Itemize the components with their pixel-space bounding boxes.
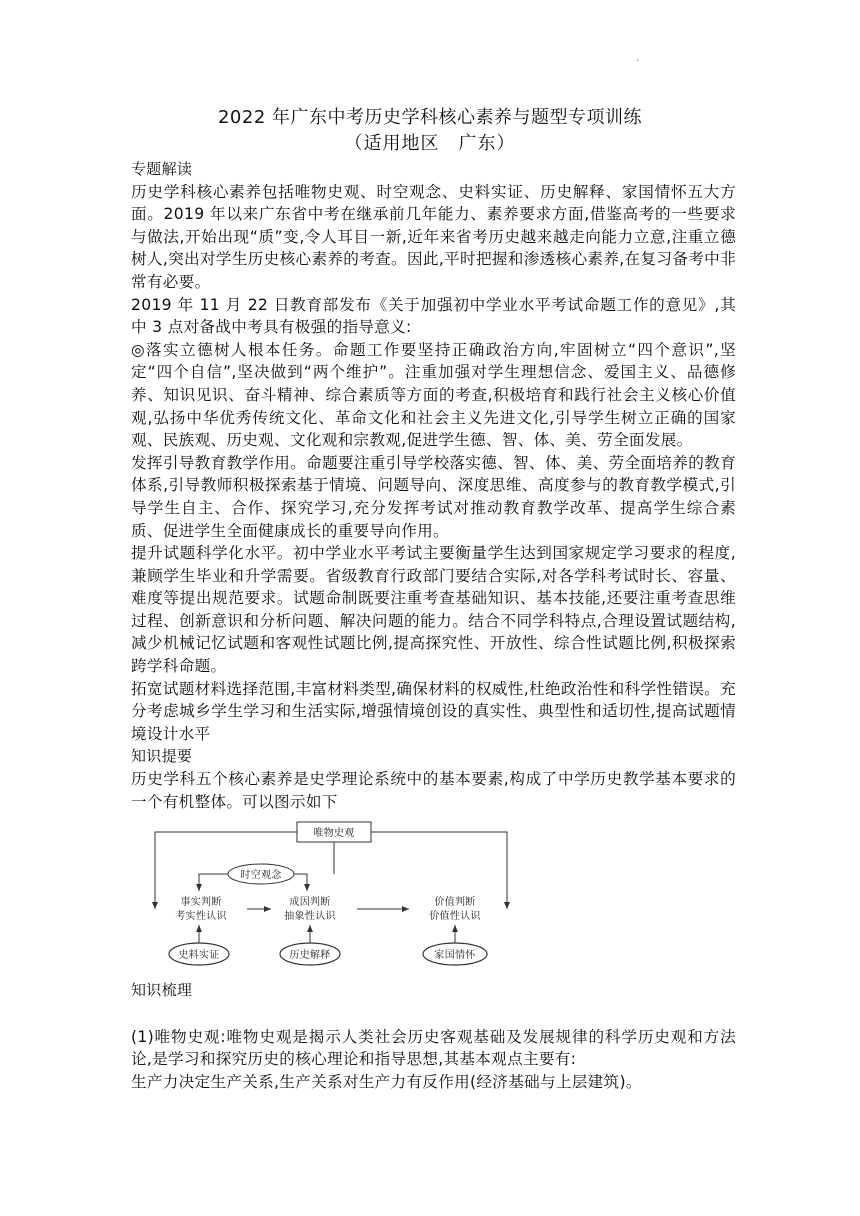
blank-gap: [131, 1002, 736, 1026]
fact-cognition-label: 考实性认识: [175, 911, 227, 923]
time-left-arrow: [199, 874, 228, 891]
time-right-arrow: [294, 874, 307, 891]
cause-judgement-label: 成因判断: [289, 897, 331, 909]
patriotism-label: 家国情怀: [434, 950, 476, 962]
page-mark: ·: [636, 56, 640, 67]
intro-paragraph-2: 2019 年 11 月 22 日教育部发布《关于加强初中学业水平考试命题工作的意见》,其中 3 点对备战中考具有极强的指导意义:: [131, 295, 736, 337]
knowledge-heading: 知识提要: [131, 747, 193, 766]
cause-cognition-label: 抽象性认识: [284, 911, 336, 923]
interpretation-label: 历史解释: [289, 950, 331, 962]
diagram-svg: [147, 819, 527, 971]
intro-paragraph-1: 历史学科核心素养包括唯物史观、时空观念、史料实证、历史解释、家国情怀五大方面。2019 年以来广东省中考在继承前几年能力、素养要求方面,借鉴高考的一些要求与做法,开始出现“质”变,令人耳目一新,近年来省考历史越来越走向能力立意,注重立德树人,突出对学生历史核心素养的考查。因此,平时把握和渗透核心素养,在复习备考中非常有必要。: [131, 182, 736, 291]
point-paragraph-4: 拓宽试题材料选择范围,丰富材料类型,确保材料的权威性,杜绝政治性和科学性错误。充分考虑城乡学生学习和生活实际,增强情境创设的真实性、典型性和适切性,提高试题情境设计水平: [131, 679, 736, 743]
point-paragraph-3: 提升试题科学化水平。初中学业水平考试主要衡量学生达到国家规定学习要求的程度,兼顾学生毕业和升学需要。省级教育行政部门要结合实际,对各学科考试时长、容量、难度等提出规范要求。试题命制既要注重考查基础知识、基本技能,还要注重考查思维过程、创新意识和分析问题、解决问题的能力。结合不同学科特点,合理设置试题结构,减少机械记忆试题和客观性试题比例,提高探究性、开放性、综合性试题比例,积极探索跨学科命题。: [131, 544, 736, 676]
top-label: 唯物史观: [313, 828, 355, 840]
point-paragraph-1: ◎落实立德树人根本任务。命题工作要坚持正确政治方向,牢固树立“四个意识”,坚定“四个自信”,坚决做到“两个维护”。注重加强对学生理想信念、爱国主义、品德修养、知识见识、奋斗精神、综合素质等方面的考查,积极培育和践行社会主义核心价值观,弘扬中华优秀传统文化、革命文化和社会主义先进文化,引导学生树立正确的国家观、民族观、历史观、文化观和宗教观,促进学生德、智、体、美、劳全面发展。: [131, 340, 736, 450]
page-title: 2022 年广东中考历史学科核心素养与题型专项训练: [217, 107, 643, 128]
time-label: 时空观念: [240, 870, 282, 882]
sort-paragraph-2: 生产力决定生产关系,生产关系对生产力有反作用(经济基础与上层建筑)。: [131, 1073, 642, 1091]
document-body: [131, 158, 736, 1094]
value-cognition-label: 价值性认识: [429, 911, 481, 923]
evidence-label: 史料实证: [178, 950, 220, 962]
sort-paragraph-1: (1)唯物史观:唯物史观是揭示人类社会历史客观基础及发展规律的科学历史观和方法论,是学习和探究历史的核心理论和指导思想,其基本观点主要有:: [131, 1027, 736, 1069]
knowledge-paragraph: 历史学科五个核心素养是史学理论系统中的基本要素,构成了中学历史教学基本要求的一个有机整体。可以图示如下: [131, 770, 736, 811]
intro-heading: 专题解读: [131, 160, 193, 178]
page-subtitle: （适用地区 广东）: [344, 133, 516, 154]
fact-judgement-label: 事实判断: [180, 897, 222, 909]
value-judgement-label: 价值判断: [434, 897, 476, 909]
sort-heading: 知识梳理: [131, 981, 193, 1000]
point-paragraph-2: 发挥引导教育教学作用。命题要注重引导学校落实德、智、体、美、劳全面培养的教育体系,引导教师积极探索基于情境、问题导向、深度思维、高度参与的教育教学模式,引导学生自主、合作、探究学习,充分发挥考试对推动教育教学改革、提高学生综合素质、促进学生全面健康成长的重要导向作用。: [131, 453, 736, 540]
core-literacy-diagram: [147, 819, 527, 971]
